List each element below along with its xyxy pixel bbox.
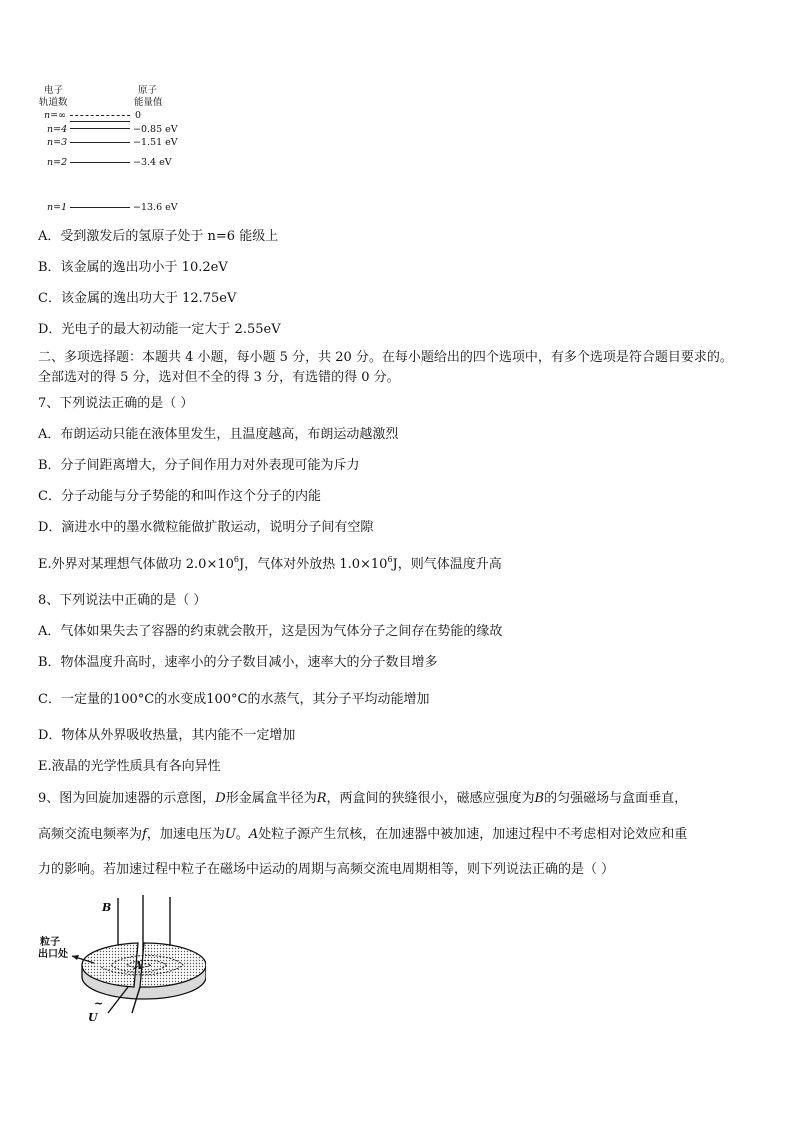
level-label-2: n=2 xyxy=(47,157,68,168)
q7-e-heat-exp: 6 xyxy=(387,555,393,564)
q9-var-a: A xyxy=(248,827,259,842)
q7-e-work-exp: 6 xyxy=(233,555,239,564)
q9-l1-text-c: ，两盒间的狭缝很小，磁感应强度为 xyxy=(326,791,535,806)
q7-option-a: A．布朗运动只能在液体里发生，且温度越高，布朗运动越激烈 xyxy=(38,427,399,442)
q9-stem-line-1 xyxy=(38,791,687,807)
q7-e-work-unit: J xyxy=(238,557,245,572)
level-line-5 xyxy=(70,121,130,122)
q8-c-temp-1: 100°C xyxy=(112,692,155,707)
q8-option-c xyxy=(38,692,430,708)
q9-stem-line-2 xyxy=(38,827,687,843)
q8-c-middle: 的水变成 xyxy=(154,692,207,707)
q6-option-a: A．受到激发后的氢原子处于 n=6 能级上 xyxy=(38,229,279,244)
label-exit-2: 出口处 xyxy=(38,949,68,960)
q6-option-c: C．该金属的逸出功大于 12.75eV xyxy=(38,291,237,306)
q7-e-suffix: ，则气体温度升高 xyxy=(397,557,502,572)
level-line-inf xyxy=(70,115,130,116)
level-line-1 xyxy=(70,207,130,208)
section2-instructions-line-2: 全部选对的得 5 分，选对但不全的得 3 分，有选错的得 0 分。 xyxy=(38,370,400,385)
q9-l1-text-a: 9、图为回旋加速器的示意图， xyxy=(38,791,216,806)
q9-l2-text-c: 。 xyxy=(235,827,249,842)
level-energy-4: −0.85 eV xyxy=(133,124,178,135)
q7-e-prefix: E.外界对某理想气体做功 xyxy=(38,557,186,572)
q8-c-suffix: 的水蒸气，其分子平均动能增加 xyxy=(247,692,430,707)
diagram-col-left-label-2: 轨道数 xyxy=(39,97,68,108)
q7-e-heat-unit: J xyxy=(392,557,398,572)
q7-e-middle: ，气体对外放热 xyxy=(244,557,340,572)
q7-option-e xyxy=(38,557,502,573)
label-b: B xyxy=(102,901,112,914)
q9-l2-text-d: 处粒子源产生氘核，在加速器中被加速，加速过程中不考虑相对论效应和重 xyxy=(258,827,688,842)
level-energy-1: −13.6 eV xyxy=(133,202,178,213)
q9-l1-text-b: 形金属盒半径为 xyxy=(225,791,317,806)
level-label-1: n=1 xyxy=(47,202,68,213)
q9-stem-line-3: 力的影响。若加速过程中粒子在磁场中运动的周期与高频交流电周期相等，则下列说法正确的是（ ） xyxy=(38,862,615,877)
cyclotron-figure xyxy=(36,893,206,1025)
level-energy-3: −1.51 eV xyxy=(133,137,178,148)
q8-c-temp-2: 100°C xyxy=(206,692,248,707)
level-line-4 xyxy=(70,128,130,129)
q8-option-d: D．物体从外界吸收热量，其内能不一定增加 xyxy=(38,728,296,743)
diagram-col-right-label-1: 原子 xyxy=(138,85,158,96)
q6-option-d: D．光电子的最大初动能一定大于 2.55eV xyxy=(38,322,281,337)
q7-option-d: D．滴进水中的墨水微粒能做扩散运动，说明分子间有空隙 xyxy=(38,520,374,535)
diagram-col-right-label-2: 能量值 xyxy=(134,97,163,108)
q8-c-prefix: C．一定量的 xyxy=(38,692,113,707)
label-a: A xyxy=(134,959,143,972)
q6-option-b: B．该金属的逸出功小于 10.2eV xyxy=(38,260,228,275)
q7-stem: 7、下列说法正确的是（ ） xyxy=(38,396,194,411)
level-line-2 xyxy=(70,162,130,163)
q9-l2-text-a: 高频交流电频率为 xyxy=(38,827,143,842)
q7-option-c: C．分子动能与分子势能的和叫作这个分子的内能 xyxy=(38,489,321,504)
label-exit-1: 粒子 xyxy=(40,937,60,948)
section2-instructions-line-1: 二、多项选择题：本题共 4 小题，每小题 5 分，共 20 分。在每小题给出的四个选项中，有多个选项是符合题目要求的。 xyxy=(38,350,733,365)
label-tilde: ~ xyxy=(94,997,104,1010)
q9-var-b: B xyxy=(534,791,545,806)
q7-e-work-value: 2.0×10 xyxy=(185,557,234,572)
diagram-col-left-label-1: 电子 xyxy=(44,85,64,96)
q9-var-u: U xyxy=(224,827,236,842)
q7-option-b: B．分子间距离增大，分子间作用力对外表现可能为斥力 xyxy=(38,458,360,473)
level-label-4: n=4 xyxy=(47,124,68,135)
q8-stem: 8、下列说法中正确的是（ ） xyxy=(38,593,207,608)
level-energy-inf: 0 xyxy=(135,110,142,121)
q9-var-d: D xyxy=(215,791,226,806)
q9-var-r: R xyxy=(316,791,327,806)
q9-var-f: f xyxy=(142,827,147,842)
level-line-3 xyxy=(70,142,130,143)
q8-option-e: E.液晶的光学性质具有各向异性 xyxy=(38,759,221,774)
level-energy-2: −3.4 eV xyxy=(133,157,172,168)
label-u: U xyxy=(88,1011,98,1024)
q9-l1-text-d: 的匀强磁场与盒面垂直， xyxy=(544,791,688,806)
q7-e-heat-value: 1.0×10 xyxy=(339,557,388,572)
level-label-inf: n=∞ xyxy=(44,110,66,121)
level-label-3: n=3 xyxy=(47,137,68,148)
q9-l2-text-b: ，加速电压为 xyxy=(146,827,225,842)
q8-option-b: B．物体温度升高时，速率小的分子数目减小，速率大的分子数目增多 xyxy=(38,655,438,670)
q8-option-a: A．气体如果失去了容器的约束就会散开，这是因为气体分子之间存在势能的缘故 xyxy=(38,624,503,639)
